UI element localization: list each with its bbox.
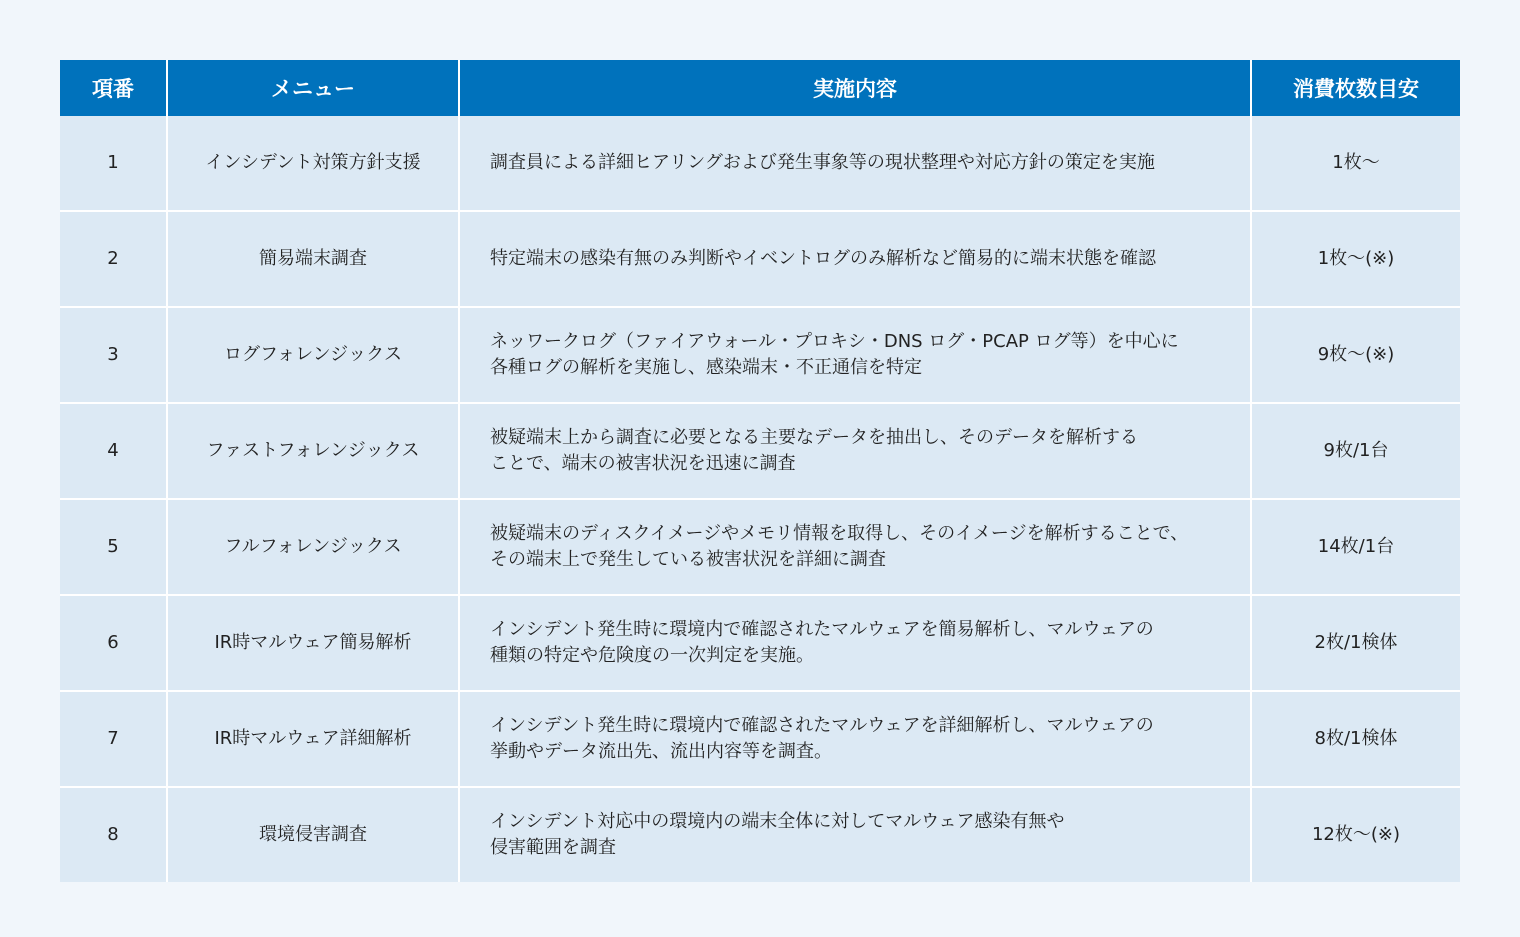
table-header-row [60,60,1460,116]
row-number: 4 [60,403,167,499]
table-row [60,403,1460,499]
header-desc: 実施内容 [459,60,1251,116]
table-row [60,787,1460,882]
row-description [459,499,1251,595]
description-line: 調査員による詳細ヒアリングおよび発生事象等の現状整理や対応方針の策定を実施 [490,152,1155,173]
description-line: 侵害範囲を調査 [490,837,616,858]
description-line: ネッワークログ（ファイアウォール・プロキシ・DNS ログ・PCAP ログ等）を中心に [490,331,1179,352]
table-row [60,116,1460,211]
row-menu: フルフォレンジックス [167,499,459,595]
row-sheets: 2枚/1検体 [1251,595,1460,691]
table-row [60,691,1460,787]
header-menu: メニュー [167,60,459,116]
table-row [60,307,1460,403]
row-sheets: 14枚/1台 [1251,499,1460,595]
description-line: 挙動やデータ流出先、流出内容等を調査。 [490,741,832,762]
table-row [60,499,1460,595]
row-description [459,691,1251,787]
row-number: 8 [60,787,167,882]
row-sheets: 12枚〜(※) [1251,787,1460,882]
row-number: 6 [60,595,167,691]
row-menu: 環境侵害調査 [167,787,459,882]
row-number: 3 [60,307,167,403]
description-line: インシデント発生時に環境内で確認されたマルウェアを簡易解析し、マルウェアの [490,619,1154,640]
row-number: 2 [60,211,167,307]
row-sheets: 8枚/1検体 [1251,691,1460,787]
row-number: 1 [60,116,167,211]
description-line: 種類の特定や危険度の一次判定を実施。 [490,645,814,666]
row-menu: ファストフォレンジックス [167,403,459,499]
row-sheets: 9枚/1台 [1251,403,1460,499]
row-description [459,307,1251,403]
table-row [60,211,1460,307]
row-menu: IR時マルウェア詳細解析 [167,691,459,787]
header-num: 項番 [60,60,167,116]
row-menu: ログフォレンジックス [167,307,459,403]
service-menu-table [60,60,1460,882]
row-description [459,787,1251,882]
description-line: 被疑端末のディスクイメージやメモリ情報を取得し、そのイメージを解析することで、 [490,523,1189,544]
description-line: 各種ログの解析を実施し、感染端末・不正通信を特定 [490,357,922,378]
row-menu: インシデント対策方針支援 [167,116,459,211]
row-menu: IR時マルウェア簡易解析 [167,595,459,691]
table-row [60,595,1460,691]
header-sheets: 消費枚数目安 [1251,60,1460,116]
row-number: 7 [60,691,167,787]
row-number: 5 [60,499,167,595]
row-description [459,595,1251,691]
row-sheets: 1枚〜 [1251,116,1460,211]
row-menu: 簡易端末調査 [167,211,459,307]
service-menu-table-container [60,60,1460,882]
description-line: ことで、端末の被害状況を迅速に調査 [490,453,796,474]
description-line: その端末上で発生している被害状況を詳細に調査 [490,549,886,570]
description-line: 被疑端末上から調査に必要となる主要なデータを抽出し、そのデータを解析する [490,427,1138,448]
description-line: インシデント対応中の環境内の端末全体に対してマルウェア感染有無や [490,811,1065,832]
description-line: 特定端末の感染有無のみ判断やイベントログのみ解析など簡易的に端末状態を確認 [490,248,1156,269]
row-description [459,403,1251,499]
row-description [459,116,1251,211]
row-sheets: 9枚〜(※) [1251,307,1460,403]
row-sheets: 1枚〜(※) [1251,211,1460,307]
row-description [459,211,1251,307]
description-line: インシデント発生時に環境内で確認されたマルウェアを詳細解析し、マルウェアの [490,715,1154,736]
